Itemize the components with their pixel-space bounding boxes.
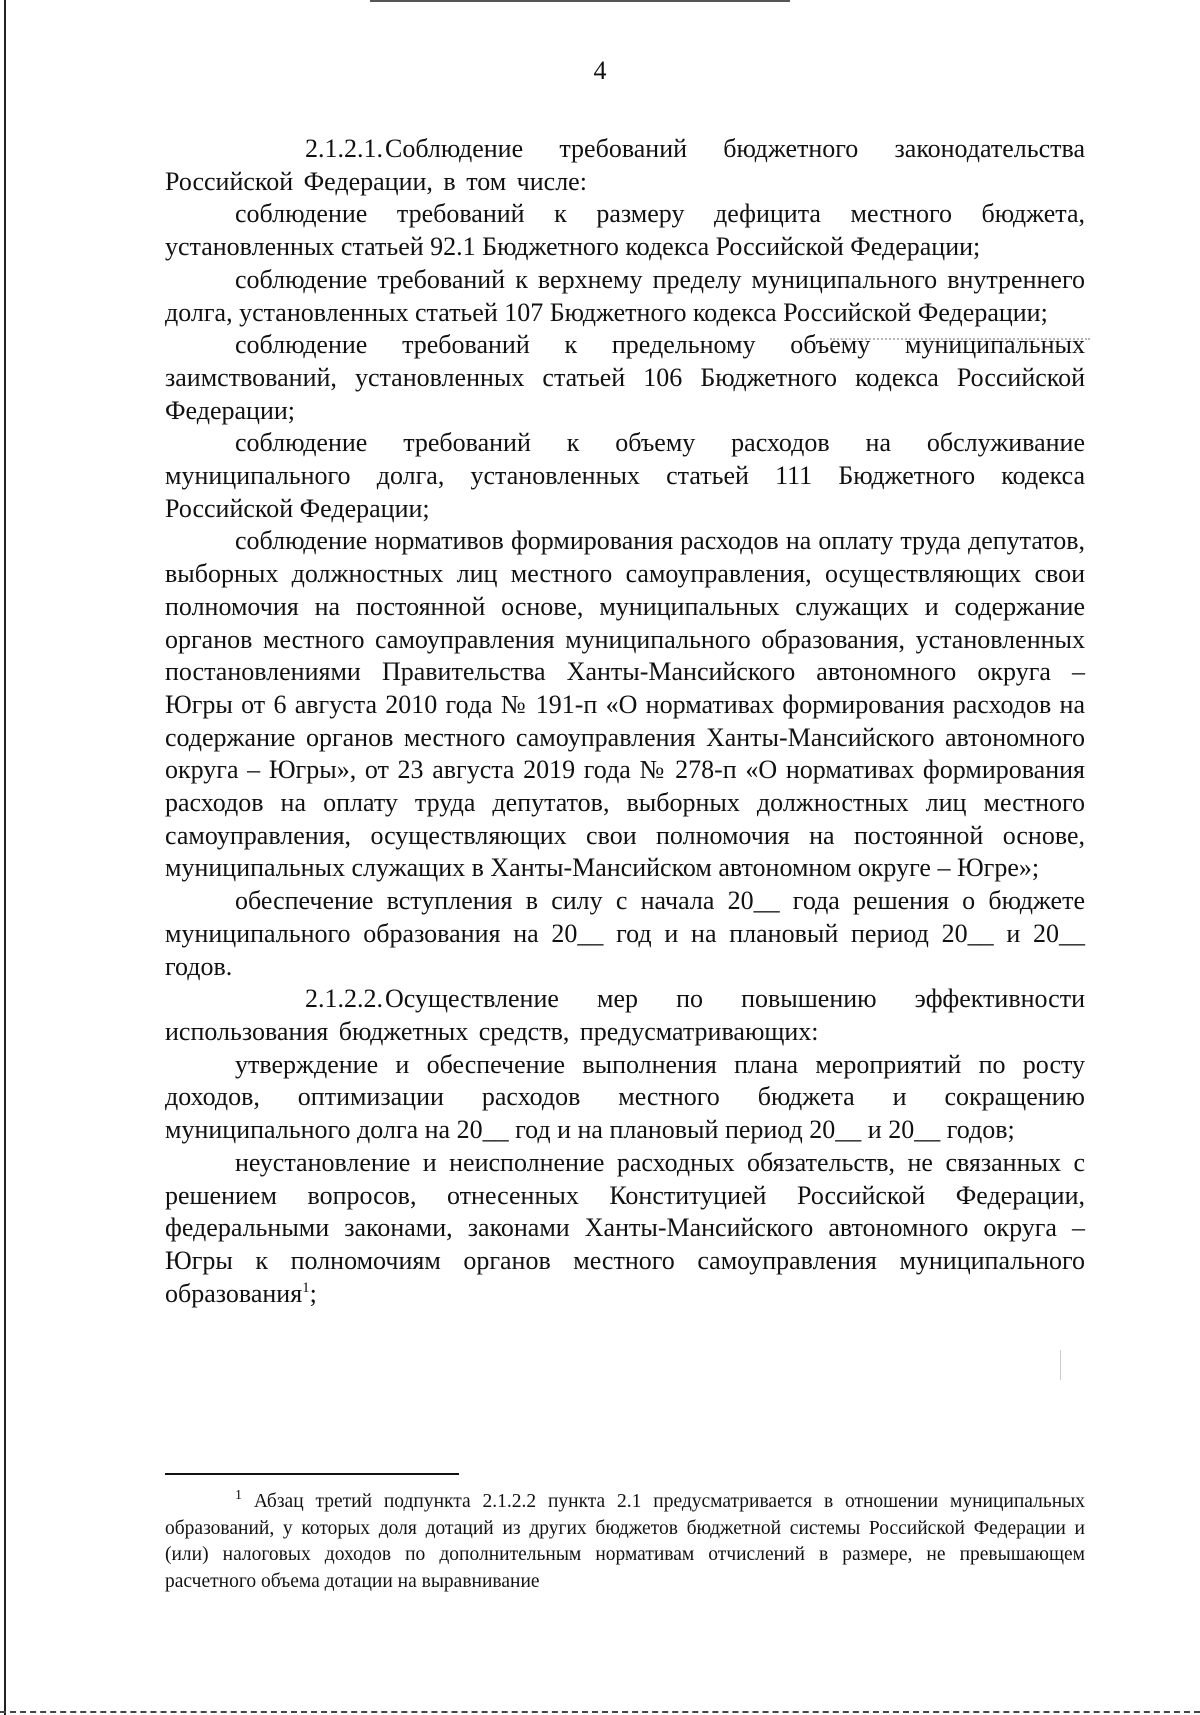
scan-tick [1060, 1350, 1061, 1380]
paragraph: обеспечение вступления в силу с начала 20__ года решения о бюджете муниципального образования на 20__ год и на плановый период 20__ и 20__ годов. [165, 886, 1085, 981]
paragraph: соблюдение требований к верхнему пределу муниципального внутреннего долга, установленных статьей 107 Бюджетного кодекса Российской Федерации; [165, 264, 1085, 327]
clause-number: 2.1.2.1. [305, 134, 383, 163]
paragraph-text: Осуществление мер по повышению эффективности использования бюджетных средств, предусматривающих: [165, 984, 1085, 1046]
paragraph-clause-2-1-2-1 [165, 133, 1085, 198]
scan-border-left [4, 0, 6, 1715]
footnote-separator [165, 1473, 459, 1475]
body-text [165, 133, 1085, 1310]
paragraph-text: неустановление и неисполнение расходных обязательств, не связанных с решением вопросов, отнесенных Конституцией Российской Федерации, федеральными законами, законами Ханты-Мансийского автономного округа – Югры к полномочиям органов местного самоуправления муниципального образования [165, 1147, 1085, 1308]
page-number: 4 [593, 56, 607, 85]
footnote-marker: 1 [235, 1488, 242, 1503]
footnote [165, 1489, 1085, 1595]
paragraph-text-end: ; [309, 1278, 317, 1308]
paragraph: соблюдение требований к размеру дефицита местного бюджета, установленных статьей 92.1 Бюджетного кодекса Российской Федерации; [165, 199, 1085, 262]
paragraph-clause-2-1-2-2 [165, 983, 1085, 1048]
scan-top-mark [370, 0, 790, 2]
clause-number: 2.1.2.2. [305, 984, 383, 1014]
paragraph: соблюдение требований к предельному объему муниципальных заимствований, установленных статьей 106 Бюджетного кодекса Российской Федерации; [165, 330, 1085, 425]
footnote-text: Абзац третий подпункта 2.1.2.2 пункта 2.1 предусматривается в отношении муниципальных образований, у которых доля дотаций из других бюджетов бюджетной системы Российской Федерации и (или) налоговых доходов по дополнительным нормативам отчислений в размере, не превышающем расчетного объема дотации на выравнивание [165, 1491, 1086, 1592]
scan-bottom-mark [0, 1711, 1200, 1713]
footnote-reference[interactable]: 1 [302, 1279, 310, 1296]
paragraph-text: Соблюдение требований бюджетного законодательства Российской Федерации, в том числе: [165, 134, 1085, 196]
paragraph: соблюдение требований к объему расходов на обслуживание муниципального долга, установленных статьей 111 Бюджетного кодекса Российской Федерации; [165, 428, 1085, 523]
paragraph: соблюдение нормативов формирования расходов на оплату труда депутатов, выборных должностных лиц местного самоуправления, осуществляющих свои полномочия на постоянной основе, муниципальных служащих и содержание органов местного самоуправления муниципального образования, установленных постановлениями Правительства Ханты-Мансийского автономного округа – Югры от 6 августа 2010 года № 191-п «О нормативах формирования расходов на содержание органов местного самоуправления Ханты-Мансийского автономного округа – Югры», от 23 августа 2019 года № 278-п «О нормативах формирования расходов на оплату труда депутатов, выборных должностных лиц местного самоуправления, осуществляющих свои полномочия на постоянной основе, муниципальных служащих в Ханты-Мансийском автономном округе – Югре»; [165, 526, 1085, 883]
paragraph-with-footnote [165, 1147, 1085, 1311]
paragraph: утверждение и обеспечение выполнения плана мероприятий по росту доходов, оптимизации расходов местного бюджета и сокращению муниципального долга на 20__ год и на плановый период 20__ и 20__ годов; [165, 1049, 1085, 1145]
